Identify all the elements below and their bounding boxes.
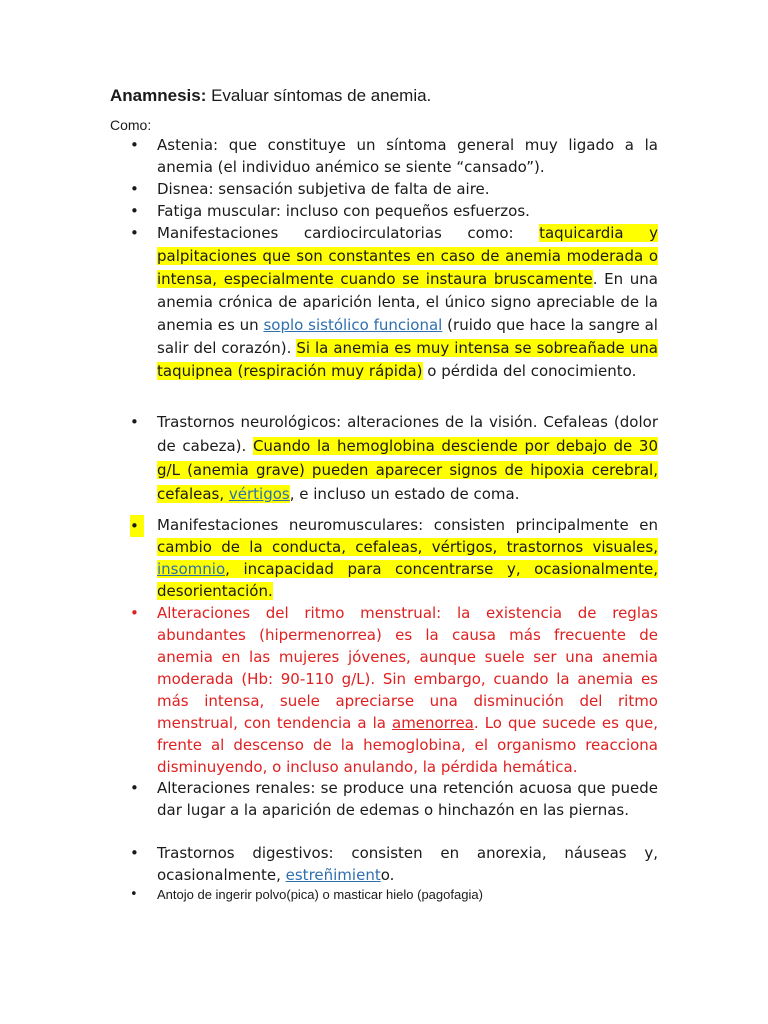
link-estrenimiento[interactable]: estreñimient [285,866,381,884]
item-text: o. [380,866,395,884]
link-vertigos[interactable]: vértigos [228,485,290,503]
item-text: Trastornos neurológicos: alteraciones de la visión. Cefaleas (dolor de cabeza). [157,413,658,455]
list-item-renales: Alteraciones renales: se produce una retención acuosa que puede dar lugar a la aparición de edemas o hinchazón en las piernas. [157,779,658,819]
item-text: Alteraciones del ritmo menstrual: la existencia de reglas abundantes (hipermenorrea) es la causa más frecuente de anemia en las mujeres jóvenes, aunque suele ser una anemia moderada (Hb: 90-110 g/L). Sin embargo, cuando la anemia es más intensa, suele apreciarse una disminución del ritmo menstrual, con tendencia a la [157,604,658,732]
item-text: Manifestaciones neuromusculares: consisten principalmente en [157,516,658,534]
bullet-marker: • [130,779,139,797]
bullet-marker: • [130,604,139,622]
item-text: Manifestaciones cardiocirculatorias como: [157,224,540,242]
bullet-marker: • [130,413,139,431]
bullet-marker: • [130,844,139,862]
item-text: o pérdida del conocimiento. [422,362,637,380]
list-item-ritmo-menstrual [157,602,658,778]
list-item-neuromusculares [157,514,658,602]
link-soplo-sistolico[interactable]: soplo sistólico funcional [263,316,443,334]
bullet-marker: • [130,180,139,198]
list-item-disnea: Disnea: sensación subjetiva de falta de aire. [157,180,490,198]
page-heading [110,86,431,106]
list-item-neurologicos [157,410,658,506]
item-text: . Lo que sucede es que, frente al descenso de la hemoglobina, el organismo reacciona disminuyendo, o incluso anulando, la pérdida hemática. [157,714,658,776]
list-item-cardiocirculatorias [157,222,658,383]
bullet-marker: • [130,136,139,154]
bullet-marker: • [130,202,139,220]
highlighted-text: cambio de la conducta, cefaleas, vértigos, trastornos visuales, [157,538,658,556]
heading-label: Anamnesis: [110,86,207,105]
list-item-fatiga: Fatiga muscular: incluso con pequeños esfuerzos. [157,202,530,220]
heading-title: Evaluar síntomas de anemia. [206,86,432,105]
item-text: . En una anemia crónica de aparición lenta, el único signo apreciable de la anemia es un [157,270,658,334]
highlighted-text: , incapacidad para concentrarse y, ocasionalmente, desorientación. [157,560,658,600]
highlighted-text: taquicardia y palpitaciones que son constantes en caso de anemia moderada o intensa, especialmente cuando se instaura bruscamente [157,224,658,288]
intro-text: Como: [110,117,152,133]
link-insomnio[interactable]: insomnio [157,560,226,578]
link-amenorrea[interactable]: amenorrea [392,714,474,732]
highlighted-text: Si la anemia es muy intensa se sobreañade una taquipnea (respiración muy rápida) [157,339,658,380]
list-item-digestivos [157,842,658,886]
list-item-astenia: Astenia: que constituye un síntoma general muy ligado a la anemia (el individuo anémico se siente “cansado”). [157,136,658,176]
item-text: (ruido que hace la sangre al salir del corazón). [157,316,658,357]
highlighted-text: Cuando la hemoglobina desciende por debajo de 30 g/L (anemia grave) pueden aparecer signos de hipoxia cerebral, cefaleas, [157,437,658,503]
bullet-marker: • [130,887,138,902]
list-item-pica: Antojo de ingerir polvo(pica) o masticar hielo (pagofagia) [157,887,483,902]
item-text: Trastornos digestivos: consisten en anorexia, náuseas y, ocasionalmente, [157,844,658,884]
item-text: , e incluso un estado de coma. [289,485,520,503]
bullet-marker: • [130,224,139,242]
bullet-marker: • [130,515,144,537]
